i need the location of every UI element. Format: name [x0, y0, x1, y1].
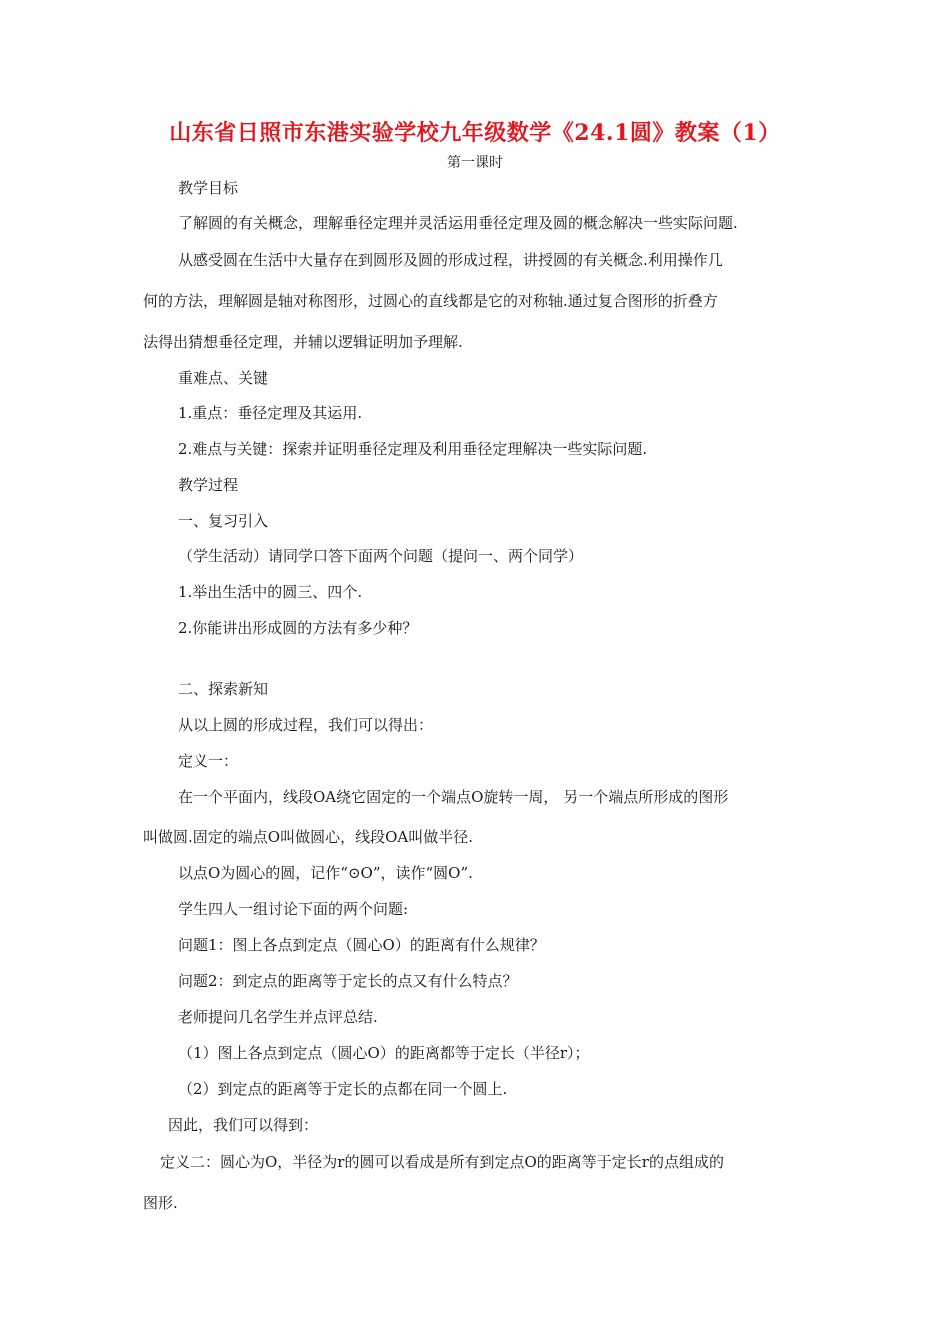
paragraph-line: 老师提问几名学生并点评总结. [178, 1008, 378, 1026]
document-title: 山东省日照市东港实验学校九年级数学《24.1圆》教案（1） [169, 120, 781, 146]
answer-line: （1）图上各点到定点（圆心O）的距离都等于定长（半径r）； [178, 1044, 590, 1062]
answer-line: （2）到定点的距离等于定长的点都在同一个圆上. [178, 1080, 508, 1098]
document-subtitle: 第一课时 [447, 155, 503, 171]
list-item: 1.重点：垂径定理及其运用. [178, 404, 363, 422]
heading-key-points: 重难点、关键 [178, 369, 269, 387]
section-heading: 一、复习引入 [178, 512, 269, 530]
definition-label: 定义一： [178, 752, 239, 770]
section-heading: 二、探索新知 [178, 680, 269, 698]
paragraph-line: 以点O为圆心的圆，记作“⊙O”，读作“圆O”. [178, 864, 473, 882]
paragraph-line: 因此，我们可以得到： [168, 1116, 319, 1134]
list-item: 2.难点与关键：探索并证明垂径定理及利用垂径定理解决一些实际问题. [178, 440, 648, 458]
paragraph-line: 叫做圆.固定的端点O叫做圆心，线段OA叫做半径. [143, 828, 473, 846]
paragraph-line: 从感受圆在生活中大量存在到圆形及圆的形成过程，讲授圆的有关概念.利用操作几 [178, 251, 723, 269]
heading-teaching-process: 教学过程 [178, 476, 239, 494]
list-item: 1.举出生活中的圆三、四个. [178, 583, 363, 601]
paragraph-line: 在一个平面内，线段OA绕它固定的一个端点O旋转一周， 另一个端点所形成的图形 [178, 788, 729, 806]
paragraph-line: 法得出猜想垂径定理，并辅以逻辑证明加予理解. [143, 333, 463, 351]
definition-line: 图形. [143, 1194, 178, 1212]
question-line: 问题1：图上各点到定点（圆心O）的距离有什么规律？ [178, 936, 545, 954]
paragraph-line: 学生四人一组讨论下面的两个问题: [178, 900, 409, 918]
paragraph-line: （学生活动）请同学口答下面两个问题（提问一、两个同学） [178, 547, 584, 565]
paragraph-line: 何的方法，理解圆是轴对称图形，过圆心的直线都是它的对称轴.通过复合图形的折叠方 [143, 292, 718, 310]
paragraph-line: 从以上圆的形成过程，我们可以得出： [178, 716, 434, 734]
question-line: 问题2：到定点的距离等于定长的点又有什么特点？ [178, 972, 518, 990]
list-item: 2.你能讲出形成圆的方法有多少种？ [178, 619, 418, 637]
heading-teaching-goals: 教学目标 [178, 179, 239, 197]
paragraph-line: 了解圆的有关概念，理解垂径定理并灵活运用垂径定理及圆的概念解决一些实际问题. [178, 214, 738, 232]
definition-line: 定义二：圆心为O，半径为r的圆可以看成是所有到定点O的距离等于定长r的点组成的 [160, 1153, 724, 1171]
